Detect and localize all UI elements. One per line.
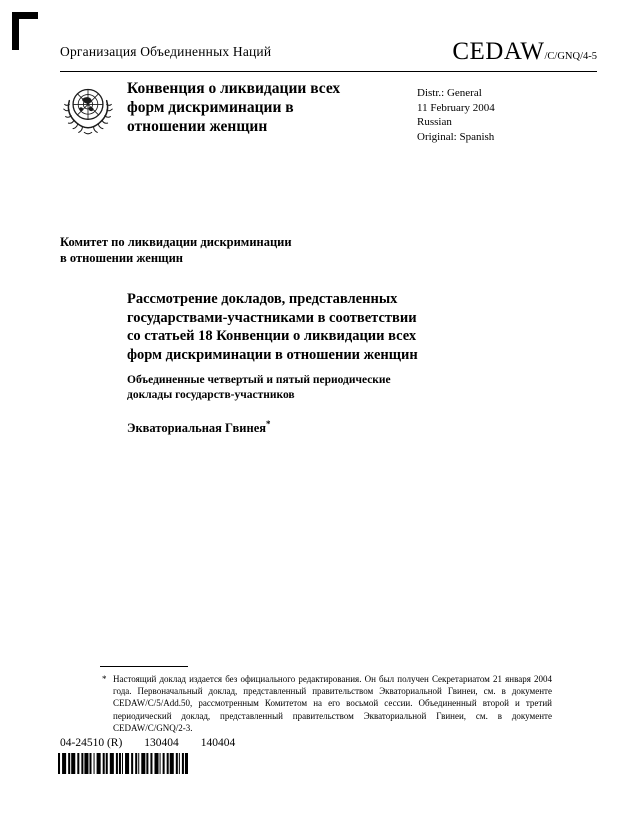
distribution-block (417, 86, 495, 144)
report-heading-line: со статьей 18 Конвенции о ликвидации всех (127, 328, 417, 344)
document-symbol (452, 38, 597, 66)
committee-heading-line: Комитет по ликвидации дискриминации (60, 235, 292, 249)
report-heading-line: форм дискриминации в отношении женщин (127, 346, 418, 363)
footnote (100, 673, 552, 734)
report-heading-line: государствами-участниками в соответствии (127, 309, 417, 326)
committee-heading-line: в отношении женщин (60, 250, 183, 265)
scan-corner-mark (12, 12, 42, 52)
language-line: Russian (417, 116, 452, 128)
header-divider (60, 71, 597, 72)
footnote-text: Настоящий доклад издается без официального редактирования. Он был получен Секретариатом 21 января 2004 года. Первоначальный доклад, представленный правительством Экваториальной Гвинеи, см. в документе CEDAW/C/5/Add.50, рассмотренным Комитетом на его восьмой сессии. Объединенный второй и третий периодический доклад, представленный правительством Экваториальной Гвинеи, см. в документе CEDAW/C/GNQ/2-3. (113, 674, 552, 733)
footnote-separator (100, 666, 188, 667)
footnote-reference: * (266, 419, 271, 429)
footer-date-2: 140404 (200, 737, 236, 749)
report-heading-line: Рассмотрение докладов, представленных (127, 291, 398, 307)
report-heading (127, 290, 418, 364)
convention-title-line: отношении женщин (127, 118, 268, 135)
report-subtitle-line: Объединенные четвертый и пятый периодические (127, 374, 391, 386)
footer-date-1: 130404 (144, 737, 179, 749)
convention-title-line: форм дискриминации в (127, 99, 294, 116)
original-language-line: Original: Spanish (417, 130, 495, 143)
country-name: Экваториальная Гвинея* (127, 419, 271, 436)
un-emblem-icon (60, 80, 116, 140)
date-line: 11 February 2004 (417, 101, 495, 114)
job-number: 04-24510 (R) (60, 737, 123, 749)
footnote-marker: * (102, 674, 107, 684)
convention-title (127, 79, 357, 136)
convention-title-line: Конвенция о ликвидации всех (127, 80, 341, 97)
document-symbol-main: CEDAW (452, 38, 545, 65)
organization-name: Организация Объединенных Наций (60, 44, 272, 59)
distr-line: Distr.: General (417, 87, 482, 99)
committee-heading (60, 235, 292, 266)
barcode (58, 753, 188, 774)
document-symbol-suffix: /C/GNQ/4-5 (544, 51, 597, 62)
report-subtitle (127, 373, 391, 403)
report-subtitle-line: доклады государств-участников (127, 389, 295, 401)
document-id-line (60, 737, 235, 749)
